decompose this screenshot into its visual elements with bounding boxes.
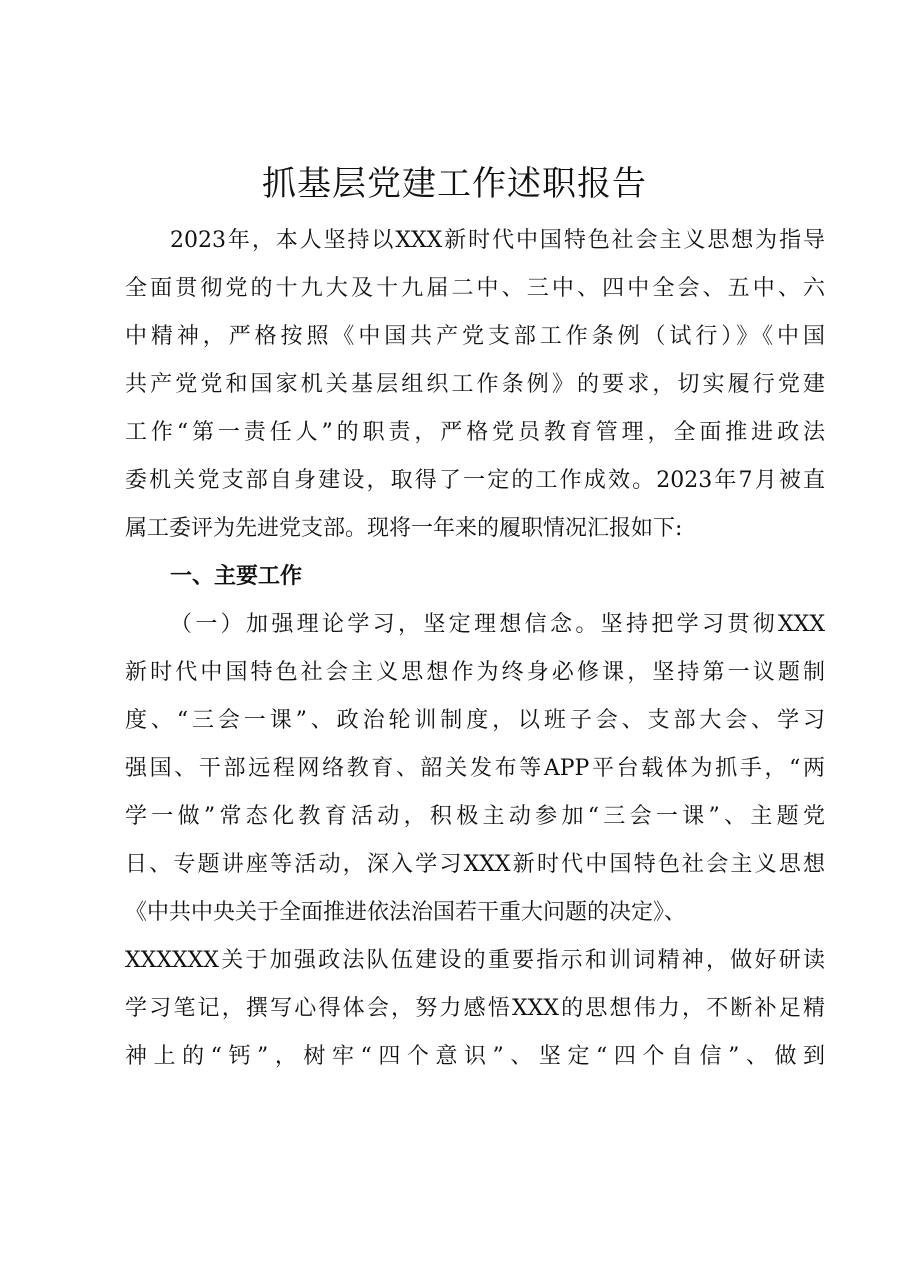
section-line-7: 《中共中央关于全面推进依法治国若干重大问题的决定》、 [125, 900, 687, 925]
document-title: 抓基层党建工作述职报告 [262, 164, 647, 204]
section-line-2: 新时代中国特色社会主义思想作为终身必修课，坚持第一议题制 [125, 660, 825, 685]
section-line-9: 学习笔记，撰写心得体会，努力感悟XXX的思想伟力，不断补足精 [125, 996, 825, 1021]
intro-line-2: 全面贯彻党的十九大及十九届二中、三中、四中全会、五中、六 [125, 276, 825, 301]
section-line-1: （一）加强理论学习，坚定理想信念。坚持把学习贯彻XXX [170, 612, 825, 637]
intro-line-4: 共产党党和国家机关基层组织工作条例》的要求，切实履行党建 [125, 372, 825, 397]
intro-line-3: 中精神，严格按照《中国共产党支部工作条例（试行）》《中国 [125, 324, 825, 349]
section-line-8: XXXXXX关于加强政法队伍建设的重要指示和训词精神，做好研读 [125, 948, 825, 973]
intro-line-1: 2023年，本人坚持以XXX新时代中国特色社会主义思想为指导 [170, 228, 825, 253]
section-line-10: 神上的“钙”，树牢“四个意识”、坚定“四个自信”、做到 [125, 1044, 825, 1069]
section-heading: 一、主要工作 [170, 564, 303, 589]
section-line-3: 度、“三会一课”、政治轮训制度，以班子会、支部大会、学习 [125, 708, 825, 733]
section-line-4: 强国、干部远程网络教育、韶关发布等APP平台载体为抓手，“两 [125, 756, 825, 781]
intro-line-5: 工作“第一责任人”的职责，严格党员教育管理，全面推进政法 [125, 420, 825, 445]
intro-line-7: 属工委评为先进党支部。现将一年来的履职情况汇报如下: [125, 516, 683, 541]
section-line-6: 日、专题讲座等活动，深入学习XXX新时代中国特色社会主义思想 [125, 852, 825, 877]
intro-line-6: 委机关党支部自身建设，取得了一定的工作成效。2023年7月被直 [125, 468, 825, 493]
section-line-5: 学一做”常态化教育活动，积极主动参加“三会一课”、主题党 [125, 804, 825, 829]
